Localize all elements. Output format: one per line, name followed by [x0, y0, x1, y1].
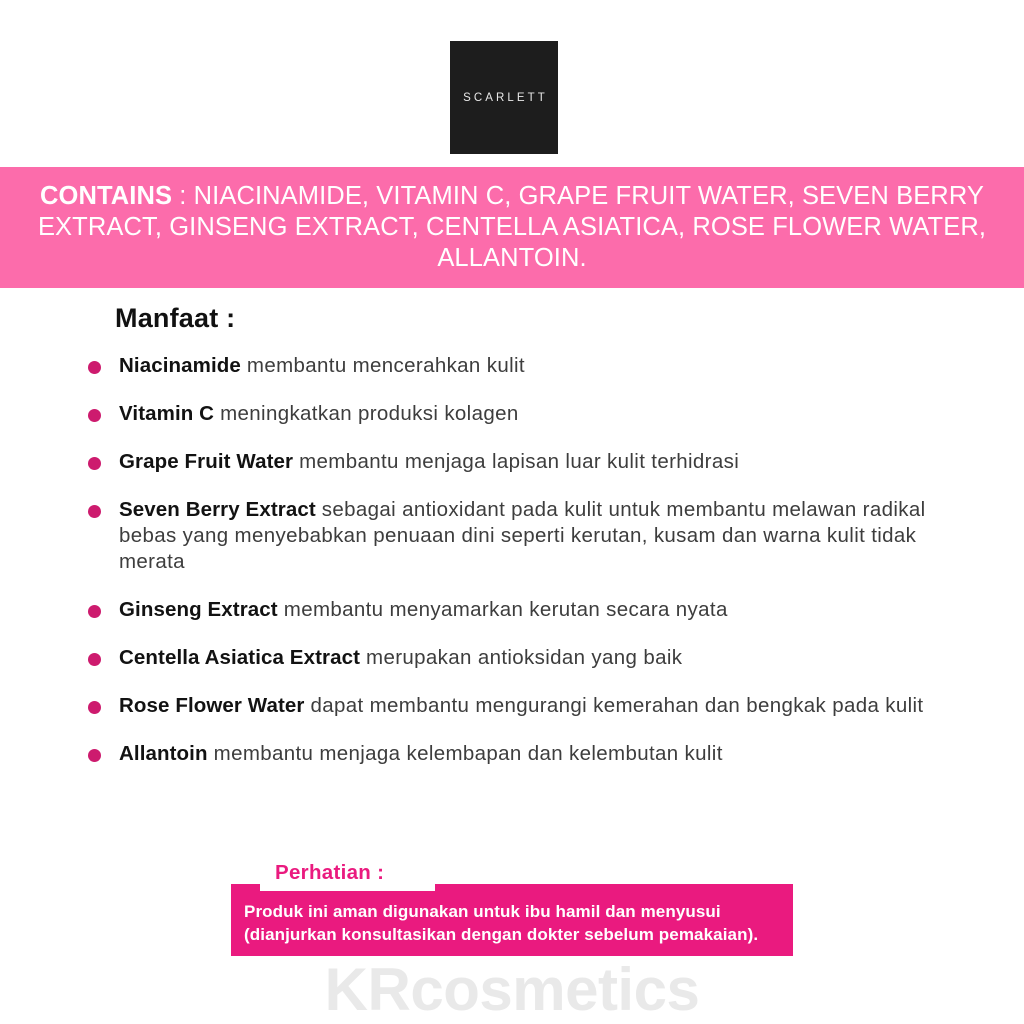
benefit-text: [119, 645, 986, 671]
list-item: [86, 645, 986, 671]
list-item: [86, 497, 986, 575]
contains-banner: [0, 167, 1024, 288]
bullet-dot-icon: [88, 701, 101, 714]
benefit-name: Seven Berry Extract: [119, 498, 316, 521]
list-item: [86, 401, 986, 427]
benefit-name: Niacinamide: [119, 354, 241, 377]
notice-body: [244, 900, 784, 946]
bullet-dot-icon: [88, 361, 101, 374]
contains-banner-text: [32, 181, 992, 274]
list-item: [86, 353, 986, 379]
benefit-name: Grape Fruit Water: [119, 450, 294, 473]
benefit-text: [119, 741, 986, 767]
contains-ingredients: : NIACINAMIDE, VITAMIN C, GRAPE FRUIT WATER, SEVEN BERRY EXTRACT, GINSENG EXTRACT, CENTELLA ASIATICA, ROSE FLOWER WATER, ALLANTOIN.: [37, 182, 987, 272]
benefit-description: membantu menjaga kelembapan dan kelembutan kulit: [207, 742, 723, 765]
contains-label: CONTAINS: [40, 182, 173, 210]
bullet-dot-icon: [88, 749, 101, 762]
benefit-text: [119, 449, 986, 475]
benefit-text: [119, 353, 986, 379]
logo-area: [0, 0, 1024, 167]
benefits-heading: Manfaat :: [115, 303, 236, 333]
benefit-text: [119, 693, 986, 719]
notice-line-1: Produk ini aman digunakan untuk ibu hamil dan menyusui: [244, 902, 721, 921]
notice-line-2: (dianjurkan konsultasikan dengan dokter sebelum pemakaian).: [244, 925, 759, 944]
benefit-name: Centella Asiatica Extract: [119, 646, 361, 669]
benefit-name: Rose Flower Water: [119, 694, 305, 717]
benefits-list: [86, 353, 986, 789]
benefit-name: Allantoin: [119, 742, 208, 765]
bullet-dot-icon: [88, 457, 101, 470]
benefit-name: Vitamin C: [119, 402, 215, 425]
bullet-dot-icon: [88, 409, 101, 422]
benefit-description: membantu menyamarkan kerutan secara nyata: [277, 598, 728, 621]
bullet-dot-icon: [88, 505, 101, 518]
list-item: [86, 597, 986, 623]
benefit-description: membantu menjaga lapisan luar kulit terhidrasi: [293, 450, 740, 473]
benefit-description: meningkatkan produksi kolagen: [214, 402, 519, 425]
benefit-text: [119, 497, 986, 575]
benefit-name: Ginseng Extract: [119, 598, 278, 621]
benefit-description: sebagai antioxidant pada kulit untuk membantu melawan radikal bebas yang menyebabkan penuaan dini seperti kerutan, kusam dan warna kulit tidak merata: [119, 498, 926, 573]
list-item: [86, 741, 986, 767]
benefit-description: dapat membantu mengurangi kemerahan dan bengkak pada kulit: [304, 694, 924, 717]
list-item: [86, 693, 986, 719]
logo-wordmark: SCARLETT: [463, 91, 548, 104]
benefit-description: membantu mencerahkan kulit: [240, 354, 525, 377]
list-item: [86, 449, 986, 475]
scarlett-logo: [450, 41, 558, 154]
notice-block: [231, 858, 793, 956]
benefit-description: merupakan antioksidan yang baik: [360, 646, 683, 669]
benefit-text: [119, 597, 986, 623]
benefit-text: [119, 401, 986, 427]
watermark: KRcosmetics: [324, 956, 700, 1023]
bullet-dot-icon: [88, 653, 101, 666]
bullet-dot-icon: [88, 605, 101, 618]
notice-label: Perhatian :: [275, 861, 385, 884]
